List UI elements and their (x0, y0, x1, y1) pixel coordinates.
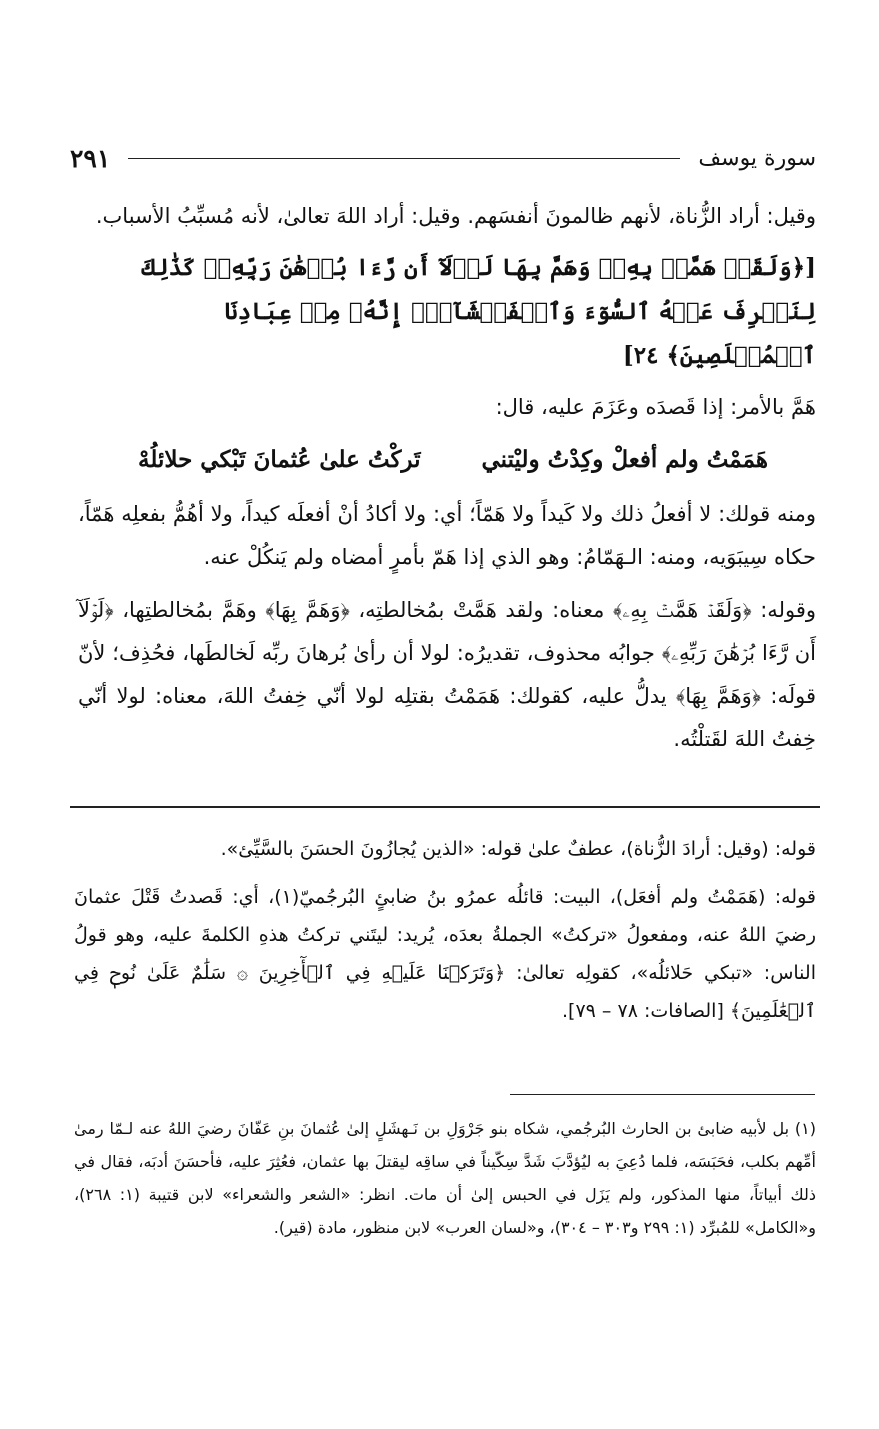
commentary-note-1: قوله: (وقيل: أرادَ الزُّناة)، عطفٌ علىٰ قوله: «الذين يُجازُونَ الحسَنَ بالسَّيِّئ». (220, 838, 816, 860)
main-text (78, 195, 816, 761)
commentary-divider (70, 806, 820, 808)
poem-hemistich-first: هَمَمْتُ ولم أفعلْ وكِدْتُ وليْتني (481, 446, 768, 473)
quran-verse: [﴿وَلَقَدۡ هَمَّتۡ بِهِۦۖ وَهَمَّ بِهَا لَوۡلَآ أَن رَّءَا بُرۡهَٰنَ رَبِّهِۦۚ كَذَٰلِكَ لِنَصۡرِفَ عَنۡهُ ٱلسُّوٓءَ وَٱلۡفَحۡشَآءَۚ إِنَّهُۥ مِنۡ عِبَادِنَا ٱلۡمُخۡلَصِينَ﴾ ٢٤] (141, 254, 816, 369)
commentary-note-2: قوله: (هَمَمْتُ ولم أفعَل)، البيت: قائلُه عمرُو بنُ ضابئٍ البُرجُميّ(١)، أي: قَصدتُ قَتْلَ عثمانَ رضيَ اللهُ عنه، ومفعولُ «تركتُ» الجملةُ بعدَه، يُريد: ليتَني تركتُ هذهِ الكلمةَ عليه، وهو قولُ الناس: «تبكي حَلائلُه»، كقولِه تعالىٰ: ﴿وَتَرَكۡنَا عَلَيۡهِ فِي ٱلۡأٓخِرِينَ ۞ سَلَٰمٌ عَلَىٰ نُوحٖ فِي ٱلۡعَٰلَمِينَ﴾ [الصافات: ٧٨ – ٧٩]. (74, 886, 816, 1022)
page-number: ٢٩١ (70, 143, 111, 173)
poem-verse (78, 437, 816, 483)
intro-paragraph: وقيل: أراد الزُّناة، لأنهم ظالمونَ أنفسَهم. وقيل: أراد اللهَ تعالىٰ، لأنه مُسبِّبُ الأسباب. (95, 204, 816, 228)
definition-line: هَمَّ بالأمر: إذا قَصدَه وعَزَمَ عليه، قال: (495, 395, 816, 419)
commentary-section (74, 830, 816, 1030)
running-header (70, 140, 816, 176)
header-rule (128, 158, 680, 159)
explanation-paragraph: ومنه قولك: لا أفعلُ ذلك ولا كَيداً ولا هَمّاً؛ أي: ولا أكادُ أنْ أفعلَه كيداً، ولا أهُمُّ بفعلِه هَمّاً، حكاه سِيبَوَيه، ومنه: الـهَمّامُ: وهو الذي إذا هَمّ بأمرٍ أمضاه ولم يَنكُلْ عنه. (78, 502, 816, 569)
tafsir-paragraph: وقوله: ﴿وَلَقَدۡ هَمَّتۡ بِهِۦ﴾ معناه: ولقد هَمَّتْ بمُخالطتِه، ﴿وَهَمَّ بِهَا﴾ وهَمَّ بمُخالطتِها، ﴿لَوۡلَآ أَن رَّءَا بُرۡهَٰنَ رَبِّهِۦ﴾ جوابُه محذوف، تقديرُه: لولا أن رأىٰ بُرهانَ ربِّه لَخالطَها، فحُذِف؛ لأنّ قولَه: ﴿وَهَمَّ بِهَا﴾ يدلُّ عليه، كقولك: هَمَمْتُ بقتلِه لولا أنّي خِفتُ اللهَ، معناه: لولا أنّي خِفتُ اللهَ لقَتلْتُه. (78, 598, 816, 751)
surah-title: سورة يوسف (698, 145, 816, 171)
footnote-1: (١) بل لأبيه ضابئ بن الحارث البُرجُمي، شكاه بنو جَرْوَلِ بن نَـهشَلٍ إلىٰ عُثمانَ بنِ عَفّانَ رضيَ اللهُ عنه لـمّا رمىٰ أمِّهم بكلب، فحَبَسَه، فلما دُعِيَ به ليُؤدَّبَ شَدَّ سِكّيناً في ساقِه ليقتلَ بها عثمان، فعُثِرَ عليه، فأحسَنَ أدبَه، فقال في ذلك أبياتاً، منها المذكور، ولم يَزَل في الحبس إلىٰ أن مات. انظر: «الشعر والشعراء» لابن قتيبة (١: ٢٦٨)، و«الكامل» للمُبرِّد (١: ٢٩٩ و٣٠٣ – ٣٠٤)، و«لسان العرب» لابن منظور، مادة (قير). (74, 1119, 817, 1237)
paragraph-gap (78, 579, 816, 589)
poem-hemistich-second: تَركْتُ علىٰ عُثمانَ تَبْكي حلائلُهْ (138, 446, 421, 473)
footnote-section (74, 1112, 816, 1244)
footnote-divider (510, 1094, 815, 1095)
